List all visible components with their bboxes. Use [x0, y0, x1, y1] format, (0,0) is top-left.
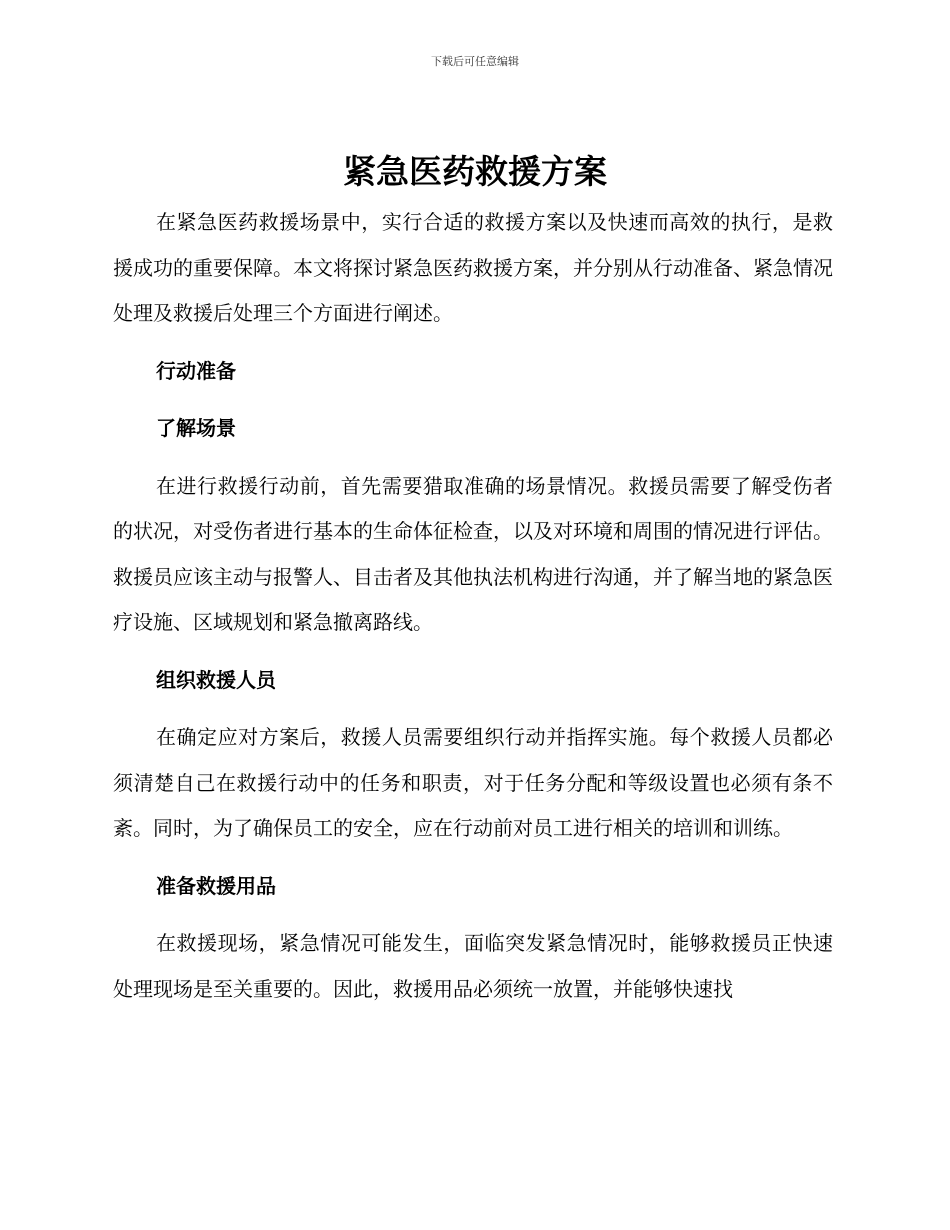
- spacer: [113, 337, 833, 349]
- subsection-heading-prepare-supplies: 准备救援用品: [156, 873, 276, 898]
- prepare-supplies-paragraph: 在救援现场，紧急情况可能发生，面临突发紧急情况时，能够救援员正快速处理现场是至关重要的。因此，救援用品必须统一放置，并能够快速找: [113, 931, 833, 1001]
- organize-staff-paragraph: 在确定应对方案后，救援人员需要组织行动并指挥实施。每个救援人员都必须清楚自己在救援行动中的任务和职责，对于任务分配和等级设置也必须有条不紊。同时，为了确保员工的安全，应在行动前对员工进行相关的培训和训练。: [113, 725, 833, 840]
- spacer: [113, 452, 833, 464]
- spacer: [113, 909, 833, 921]
- document-body: [113, 200, 833, 1012]
- spacer: [113, 852, 833, 864]
- spacer: [113, 394, 833, 406]
- spacer: [113, 646, 833, 658]
- understand-scene-paragraph: 在进行救援行动前，首先需要猎取准确的场景情况。救援员需要了解受伤者的状况，对受伤者进行基本的生命体征检查，以及对环境和周围的情况进行评估。救援员应该主动与报警人、目击者及其他执法机构进行沟通，并了解当地的紧急医疗设施、区域规划和紧急撤离路线。: [113, 473, 833, 634]
- subsection-heading-organize-staff: 组织救援人员: [156, 667, 276, 692]
- spacer: [113, 703, 833, 715]
- intro-paragraph: 在紧急医药救援场景中，实行合适的救援方案以及快速而高效的执行，是救援成功的重要保障。本文将探讨紧急医药救援方案，并分别从行动准备、紧急情况处理及救援后处理三个方面进行阐述。: [113, 210, 833, 325]
- document-title: 紧急医药救援方案: [343, 152, 607, 191]
- header-note: 下载后可任意编辑: [431, 55, 519, 68]
- section-heading-action-prep: 行动准备: [156, 358, 236, 383]
- subsection-heading-understand-scene: 了解场景: [156, 416, 236, 440]
